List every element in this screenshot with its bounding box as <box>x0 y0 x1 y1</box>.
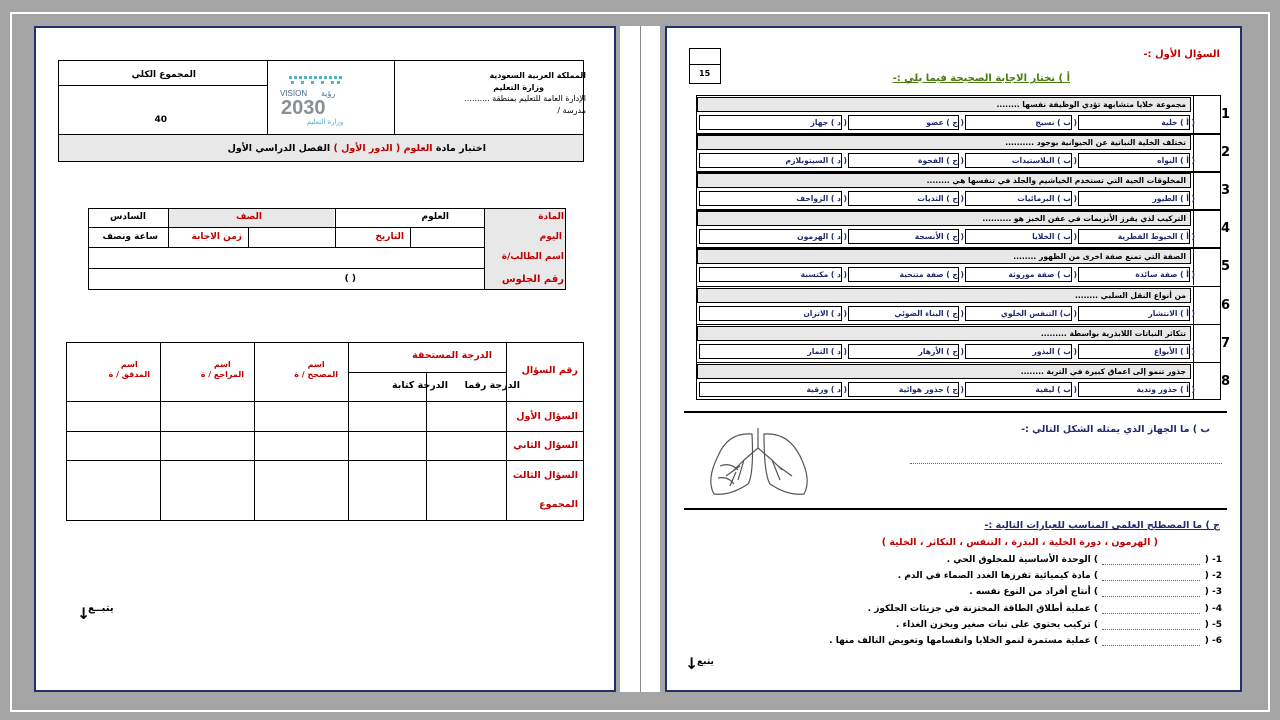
answer-time-value: ساعة ونصف <box>102 232 158 242</box>
term-number: 6- ( <box>1204 636 1222 646</box>
grade-value: السادس <box>109 212 146 222</box>
term-answer-blank[interactable] <box>1102 645 1200 646</box>
mcq-option-d-label: ( د ) مكتسبة <box>800 270 847 280</box>
student-name-field[interactable] <box>90 249 482 266</box>
term-answer-blank[interactable] <box>1102 580 1200 581</box>
down-arrow-icon: ↓ <box>685 654 699 673</box>
mcq-option-b-label: ( ب ) ليفية <box>1035 384 1077 394</box>
row-question-2: السؤال الثاني <box>513 440 578 451</box>
mcq-option-a-label: ( أ ) النواه <box>1157 156 1195 166</box>
term-answer-blank[interactable] <box>1102 564 1200 565</box>
mcq-option-a-label: ( أ ) صفة سائدة <box>1135 270 1195 280</box>
mcq-question-number: 5 <box>1220 259 1230 275</box>
part-a-heading: أ ) نختار الاجابة الصحيحة فيما يلي :- <box>892 73 1070 84</box>
reviewer-header: اسم المراجع / ة <box>200 360 244 380</box>
seat-number-label: رقم الجلوس <box>501 274 564 285</box>
subject-label: المادة <box>538 212 564 222</box>
mcq-question-number: 3 <box>1220 183 1230 199</box>
mcq-question-number: 2 <box>1220 145 1230 161</box>
ministry-text: وزارة التعليم <box>493 83 544 92</box>
date-label: التاريخ <box>375 232 404 242</box>
mcq-question-text: الصفة التي تمنع صفة اخرى من الظهور ........ <box>1013 252 1186 262</box>
question-page <box>665 26 1242 692</box>
mcq-option-d-label: ( د ) جهاز <box>810 118 847 127</box>
row-question-3: السؤال الثالث <box>512 470 578 481</box>
mcq-option-c-label: ( ج ) جذور هوائية <box>898 384 964 394</box>
term-number: 3- ( <box>1204 587 1222 598</box>
mcq-option-b-label: ( ب ) البذور <box>1032 346 1077 356</box>
grade-in-words-header: الدرجة كتابة <box>392 380 448 391</box>
mcq-option-d-label: ( د ) الزواحف <box>796 194 847 204</box>
mcq-question-number: 7 <box>1220 335 1230 351</box>
mcq-option-b-label: ( ب ) الخلايا <box>1032 232 1077 242</box>
mcq-option-b-label: ( ب) التنفس الخلوي <box>1000 308 1077 318</box>
term-number: 4- ( <box>1204 603 1222 614</box>
mcq-option-d-label: ( د ) ورقية <box>806 384 847 394</box>
term-number: 1- ( <box>1204 555 1222 565</box>
term-answer-blank[interactable] <box>1102 613 1200 614</box>
mcq-option-c-label: ( ج ) عضو <box>926 118 964 127</box>
svg-text:VISION: VISION <box>280 89 308 98</box>
mcq-option-b-label: ( ب ) نسيج <box>1035 118 1077 127</box>
term-definition: ) تركيب يحتوي على نبات صغير ويخزن الغذاء . <box>895 619 1098 630</box>
term-definition: ) عملية مستمرة لنمو الخلايا وانقسامها وتعويض التالف منها . <box>829 636 1098 646</box>
subject-value: العلوم <box>421 212 449 222</box>
exam-title: اختبار مادة العلوم ( الدور الأول ) الفصل الدراسي الأول <box>227 143 486 154</box>
word-bank: ( الهرمون ، دورة الخلية ، البذرة ، التنفس ، التكاثر ، الخلية ) <box>881 537 1158 548</box>
mcq-option-a-label: ( أ ) جذور وتدية <box>1136 384 1195 394</box>
follow-text-left: يتبــع <box>88 603 114 614</box>
part-b-answer-line[interactable] <box>910 463 1222 464</box>
student-name-label: اسم الطالب/ة <box>501 252 564 262</box>
score-value: 15 <box>699 69 711 78</box>
school-text: مدرسة / <box>557 106 586 115</box>
day-label: اليوم <box>539 232 562 242</box>
mcq-question-number: 1 <box>1220 107 1230 122</box>
mcq-option-c-label: ( ج ) الفجوة <box>918 156 964 166</box>
mcq-option-a-label: ( أ ) خلية <box>1161 118 1195 127</box>
mcq-option-c-label: ( ج ) الثديات <box>917 194 964 204</box>
page-gutter <box>620 26 660 692</box>
svg-text:2030: 2030 <box>281 97 326 119</box>
question-1-title: السؤال الأول :- <box>1143 49 1220 60</box>
mcq-option-a-label: ( أ ) الخيوط الفطرية <box>1117 232 1195 242</box>
term-definition: ) أنتاج أفراد من النوع نفسه . <box>969 587 1098 598</box>
score-box <box>689 48 721 84</box>
grade-label: الصف <box>235 212 262 222</box>
mcq-option-c-label: ( ج ) البناء الضوئي <box>894 308 964 318</box>
row-question-1: السؤال الأول <box>516 411 578 422</box>
svg-text:وزارة التعليم: وزارة التعليم <box>306 118 344 126</box>
term-definition: ) عملية أطلاق الطاقة المختزنة في جزيئات الجلكوز . <box>867 603 1098 614</box>
row-total: المجموع <box>539 499 578 510</box>
corrector-header: اسم المصحح / ة <box>294 360 338 380</box>
total-value: 40 <box>154 115 167 125</box>
svg-text:رؤية: رؤية <box>321 89 336 98</box>
term-number: 5- ( <box>1204 619 1222 630</box>
lungs-icon <box>700 426 820 498</box>
follow-text-right: يتبع <box>697 657 714 667</box>
mcq-question-text: تتكاثر النباتات اللابذرية بواسطة ......... <box>1040 328 1186 338</box>
mcq-question-number: 4 <box>1220 221 1230 237</box>
mcq-question-number: 8 <box>1220 373 1230 389</box>
part-b-heading: ب ) ما الجهاز الذي يمثله الشكل التالي :- <box>1021 424 1210 435</box>
auditor-header: اسم المدقق / ة <box>108 360 150 380</box>
mcq-question-number: 6 <box>1220 297 1230 313</box>
cover-page <box>34 26 616 692</box>
mcq-option-d-label: ( د ) السيتوبلازم <box>785 156 847 166</box>
mcq-option-a-label: ( أ ) الطيور <box>1152 194 1195 204</box>
kingdom-text: المملكة العربية السعودية <box>489 71 586 80</box>
answer-time-label: زمن الاجابة <box>191 232 242 242</box>
mcq-option-a-label: ( أ ) الأبواغ <box>1153 346 1195 356</box>
mcq-question-text: جذور تنمو إلى اعماق كبيرة في التربة ........ <box>1020 366 1186 376</box>
mcq-option-d-label: ( د ) الثمار <box>807 346 847 356</box>
mcq-option-b-label: ( ب ) صفة موروثة <box>1008 270 1077 280</box>
mcq-question-text: المخلوقات الحية التي تستخدم الخياشيم والجلد في تنفسها هي ........ <box>926 176 1186 186</box>
question-number-header: رقم السؤال <box>521 365 578 376</box>
mcq-question-text: تختلف الخلية النباتية عن الحيوانية بوجود .......... <box>1005 138 1186 148</box>
deserved-grade-header: الدرجة المستحقة <box>412 350 492 361</box>
total-label: المجموع الكلي <box>131 70 196 80</box>
directorate-text: الإدارة العامة للتعليم بمنطقة .......... <box>464 94 586 103</box>
part-c-heading: ج ) ما المصطلح العلمي المناسب للعبارات التالية :- <box>984 520 1220 531</box>
mcq-option-c-label: ( ج ) الأزهار <box>918 346 964 356</box>
vision-2030-logo <box>277 68 359 128</box>
seat-number-field[interactable]: ( ) <box>344 274 356 284</box>
term-number: 2- ( <box>1204 571 1222 582</box>
mcq-question-text: من أنواع النقل السلبي ........ <box>1074 290 1186 300</box>
mcq-option-a-label: ( أ ) الانتشار <box>1148 308 1195 318</box>
mcq-option-d-label: ( د ) الهرمون <box>797 232 847 242</box>
mcq-option-c-label: ( ج ) الأنسجة <box>914 232 964 242</box>
grade-in-numbers-header: الدرجة رقما <box>464 380 520 391</box>
mcq-question-text: التركيب لذي يفرز الأنزيمات في عفن الخبز هو .......... <box>982 214 1186 224</box>
mcq-option-c-label: ( ج ) صفة متنحية <box>899 270 964 280</box>
mcq-option-d-label: ( د ) الاتزان <box>803 308 847 318</box>
mcq-option-b-label: ( ب ) البلاستيدات <box>1011 156 1077 166</box>
term-answer-blank[interactable] <box>1102 629 1200 630</box>
down-arrow-icon: ↓ <box>77 604 91 623</box>
mcq-option-b-label: ( ب ) البرمائيات <box>1017 194 1077 204</box>
term-definition: ) الوحدة الأساسية للمخلوق الحي . <box>946 555 1098 565</box>
term-answer-blank[interactable] <box>1102 596 1200 597</box>
mcq-question-text: مجموعة خلايا متشابهة تؤدي الوظيفة نفسها ........ <box>996 100 1186 109</box>
term-definition: ) مادة كيميائية تفرزها الغدد الصماء في الدم . <box>897 571 1098 582</box>
